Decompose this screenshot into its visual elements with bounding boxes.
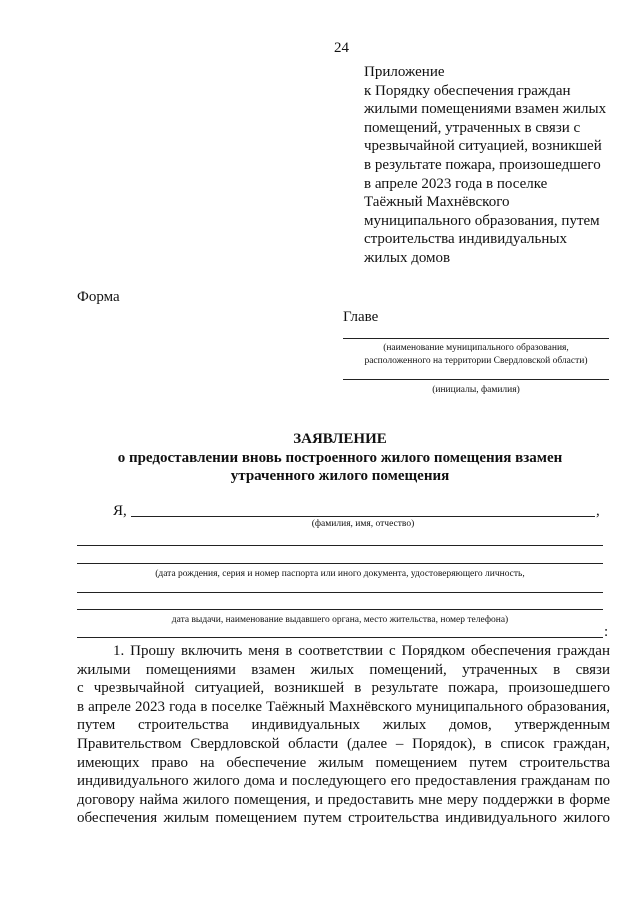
caption-line: расположенного на территории Свердловской области)	[364, 355, 588, 366]
appendix-line: жилыми помещениями взамен жилых	[364, 101, 607, 118]
paragraph-line: путем строительства индивидуальных жилых домов, утвержденным	[77, 717, 610, 734]
appendix-line: в результате пожара, произошедшего	[364, 156, 601, 173]
addressee-label: Главе	[343, 309, 379, 325]
request-paragraph	[77, 642, 610, 828]
municipality-field-line[interactable]	[343, 338, 609, 339]
appendix-line: в апреле 2023 года в поселке	[364, 175, 548, 192]
details-field-line[interactable]	[77, 563, 603, 564]
paragraph-line: Правительством Свердловской области (далее – Порядок), в список граждан,	[77, 735, 610, 752]
details-field-line[interactable]	[77, 609, 603, 610]
caption-line: (наименование муниципального образования,	[383, 343, 569, 353]
paragraph-line: в апреле 2023 года в поселке Таёжный Махнёвского муниципального образования,	[77, 698, 610, 715]
appendix-line: к Порядку обеспечения граждан	[364, 82, 571, 99]
initials-field-line[interactable]	[343, 379, 609, 380]
appendix-line: жилых домов	[364, 249, 451, 266]
document-subtitle-line: утраченного жилого помещения	[230, 468, 450, 484]
appendix-line: Таёжный Махнёвского	[364, 194, 510, 211]
appendix-line: строительства индивидуальных	[364, 231, 567, 248]
appendix-line: Приложение	[364, 64, 445, 80]
paragraph-line: 1. Прошу включить меня в соответствии с Порядком обеспечения граждан	[113, 643, 610, 659]
applicant-colon: :	[604, 624, 609, 640]
details-field-line[interactable]	[77, 637, 603, 638]
initials-caption: (инициалы, фамилия)	[432, 385, 520, 395]
full-name-field-line[interactable]	[131, 516, 595, 517]
applicant-prefix: Я,	[113, 503, 127, 519]
applicant-comma: ,	[596, 503, 600, 519]
appendix-line: чрезвычайной ситуацией, возникшей	[364, 138, 602, 155]
appendix-line: муниципального образования, путем	[364, 212, 600, 229]
paragraph-line: обеспечения жилым помещением путем строительства индивидуального жилого	[77, 810, 610, 827]
appendix-line: помещений, утраченных в связи с	[364, 119, 581, 136]
municipality-caption	[343, 342, 609, 367]
issue-caption: дата выдачи, наименование выдавшего органа, место жительства, номер телефона)	[171, 615, 509, 625]
details-field-line[interactable]	[77, 592, 603, 593]
full-name-caption: (фамилия, имя, отчество)	[311, 519, 415, 529]
page-number: 24	[334, 40, 349, 56]
paragraph-line: индивидуального жилого дома и последующего его предоставления гражданам по	[77, 773, 610, 790]
document-subtitle-line: о предоставлении вновь построенного жилого помещения взамен	[117, 450, 563, 466]
appendix-note	[364, 63, 614, 268]
document-title: ЗАЯВЛЕНИЕ	[293, 431, 387, 447]
paragraph-line: имеющих право на обеспечение жилым помещением путем строительства	[77, 754, 610, 771]
paragraph-line: договору найма жилого помещения, и предоставить мне меру поддержки в форме	[77, 791, 610, 808]
form-label: Форма	[77, 289, 120, 305]
details-field-line[interactable]	[77, 545, 603, 546]
paragraph-line: жилыми помещениями взамен жилых помещений, утраченных в связи	[77, 661, 610, 678]
passport-caption: (дата рождения, серия и номер паспорта или иного документа, удостоверяющего личность,	[155, 569, 525, 579]
paragraph-line: с чрезвычайной ситуацией, возникшей в результате пожара, произошедшего	[77, 680, 610, 697]
